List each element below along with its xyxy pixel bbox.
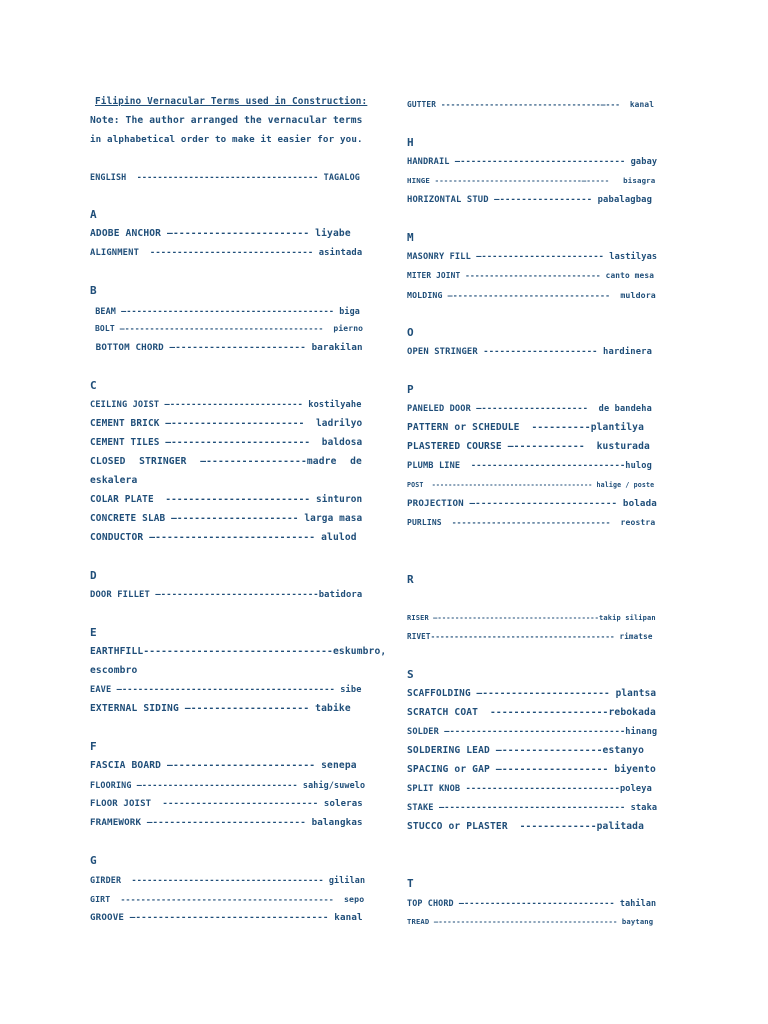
- term-entry: BOLT –---------------------------------------- pierno: [90, 324, 364, 333]
- term-entry: SCRATCH COAT --------------------rebokada: [407, 707, 656, 718]
- section-letter-p: P: [407, 383, 414, 396]
- term-entry: CEILING JOIST –------------------------- kostilyahe: [90, 400, 362, 410]
- term-entry: CEMENT TILES –------------------------ baldosa: [90, 437, 363, 448]
- note-line-2: in alphabetical order to make it easier for you.: [90, 134, 363, 145]
- term-entry-continued: escombro: [90, 665, 138, 676]
- term-entry: HINGE --------------------------------–----- bisagra: [407, 176, 656, 185]
- section-letter-h: H: [407, 136, 414, 149]
- term-entry-justified: [90, 646, 387, 658]
- term-entry: EXTERNAL SIDING –-------------------- tabike: [90, 703, 351, 714]
- term-entry: RISER –-------------------------------------takip silipan: [407, 614, 656, 622]
- term-entry: GIRDER ------------------------------------- gililan: [90, 875, 366, 885]
- term-word: --------------------------------: [143, 646, 333, 657]
- term-entry: ADOBE ANCHOR –----------------------- liyabe: [90, 228, 351, 239]
- term-entry: STUCCO or PLASTER -------------palitada: [407, 821, 645, 832]
- term-entry: RIVET--------------------------------------- rimatse: [407, 632, 653, 641]
- term-entry: MASONRY FILL –----------------------- lastilyas: [407, 252, 658, 262]
- term-entry: CONDUCTOR –--------------------------- alulod: [90, 532, 357, 543]
- term-entry: PROJECTION –------------------------- bolada: [407, 498, 657, 509]
- term-entry: SOLDER –---------------------------------hinang: [407, 727, 658, 737]
- section-letter-a: A: [90, 208, 97, 221]
- column-header: ENGLISH ----------------------------------- TAGALOG: [90, 172, 360, 182]
- term-word: –-----------------madre: [200, 456, 337, 467]
- term-word: STRINGER: [139, 456, 187, 467]
- term-entry: TOP CHORD –----------------------------- tahilan: [407, 898, 657, 908]
- term-entry: GROOVE –---------------------------------- kanal: [90, 912, 363, 923]
- term-entry: MITER JOINT ---------------------------- canto mesa: [407, 271, 655, 280]
- term-entry: PLUMB LINE -----------------------------hulog: [407, 461, 652, 471]
- term-entry: POST --------------------------------------- halige / poste: [407, 481, 655, 489]
- term-entry: PANELED DOOR –-------------------- de bandeha: [407, 404, 652, 414]
- term-entry: BOTTOM CHORD –----------------------- barakilan: [90, 342, 363, 353]
- section-letter-d: D: [90, 569, 97, 582]
- term-entry: FASCIA BOARD –------------------------ senepa: [90, 760, 357, 771]
- term-entry: HANDRAIL –------------------------------- gabay: [407, 157, 658, 167]
- section-letter-m: M: [407, 231, 414, 244]
- section-letter-r: R: [407, 573, 414, 586]
- term-entry: BEAM –---------------------------------------- biga: [90, 306, 360, 316]
- term-entry: FRAMEWORK –--------------------------- balangkas: [90, 817, 363, 828]
- term-entry: COLAR PLATE ------------------------- sinturon: [90, 494, 363, 505]
- term-entry: SPACING or GAP –------------------ biyento: [407, 764, 656, 775]
- term-entry: STAKE –---------------------------------- staka: [407, 803, 658, 813]
- term-entry: HORIZONTAL STUD –----------------- pabalagbag: [407, 195, 653, 205]
- term-entry: FLOORING –------------------------------ sahig/suwelo: [90, 780, 366, 790]
- section-letter-e: E: [90, 626, 97, 639]
- section-letter-f: F: [90, 740, 97, 753]
- term-entry: GUTTER ---------------------------------–--- kanal: [407, 100, 655, 109]
- term-entry: OPEN STRINGER --------------------- hardinera: [407, 347, 653, 357]
- section-letter-g: G: [90, 854, 97, 867]
- term-entry: SPLIT KNOB -----------------------------poleya: [407, 784, 652, 794]
- term-entry: DOOR FILLET –-----------------------------batidora: [90, 590, 363, 600]
- term-entry: CONCRETE SLAB –--------------------- larga masa: [90, 513, 363, 524]
- term-entry: PURLINS -------------------------------- reostra: [407, 518, 656, 527]
- section-letter-c: C: [90, 379, 97, 392]
- term-entry: PLASTERED COURSE –------------ kusturada: [407, 441, 650, 452]
- term-word: EARTHFILL: [90, 646, 144, 657]
- term-entry: SOLDERING LEAD –-----------------estanyo: [407, 745, 645, 756]
- term-word: CLOSED: [90, 456, 126, 467]
- term-entry: CEMENT BRICK –----------------------- ladrilyo: [90, 418, 363, 429]
- section-letter-o: O: [407, 326, 414, 339]
- term-entry: PATTERN or SCHEDULE ----------plantilya: [407, 422, 645, 433]
- term-word: eskumbro,: [332, 646, 387, 657]
- term-entry: EAVE –---------------------------------------- sibe: [90, 685, 362, 695]
- section-letter-b: B: [90, 284, 97, 297]
- term-entry: FLOOR JOIST ---------------------------- soleras: [90, 799, 363, 809]
- term-entry: GIRT ------------------------------------------ sepo: [90, 894, 365, 904]
- term-word: de: [350, 456, 362, 467]
- term-entry-continued: eskalera: [90, 475, 138, 486]
- term-entry: ALIGNMENT ------------------------------ asintada: [90, 248, 363, 258]
- term-entry: SCAFFOLDING –---------------------- plantsa: [407, 688, 657, 699]
- term-entry: MOLDING –------------------------------- muldora: [407, 290, 656, 300]
- note-line-1: Note: The author arranged the vernacular terms: [90, 115, 363, 126]
- term-entry-justified: [90, 456, 362, 468]
- term-entry: TREAD –---------------------------------------- baytang: [407, 917, 654, 926]
- document-title: Filipino Vernacular Terms used in Construction:: [95, 96, 368, 107]
- section-letter-t: T: [407, 877, 414, 890]
- section-letter-s: S: [407, 668, 414, 681]
